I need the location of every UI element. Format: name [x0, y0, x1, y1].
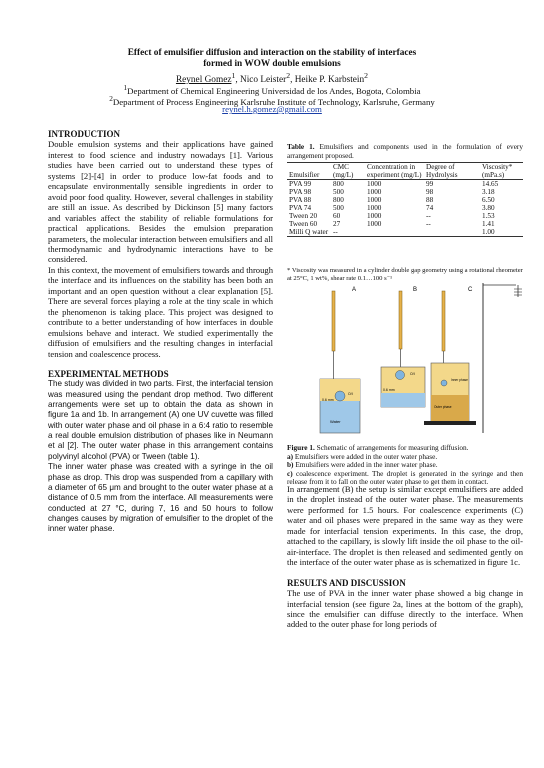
table-cell: 1000: [367, 204, 382, 212]
affil-text: Department of Chemical Engineering Universidad de los Andes, Bogota, Colombia: [127, 85, 421, 96]
base-plate: [424, 421, 476, 425]
table-header: Degree of Hydrolysis: [424, 163, 480, 180]
phase-label: Water: [330, 419, 341, 424]
table-cell: 1000: [367, 196, 382, 204]
author-name: Reynel Gomez: [175, 75, 232, 86]
syringe-b: [399, 291, 402, 349]
figure-item-label: c): [287, 468, 293, 478]
table-cell: PVA 74: [289, 204, 312, 212]
affil-text: Department of Process Engineering Karlsruhe Institute of Technology, Karlsruhe, Germany: [112, 96, 435, 107]
author-name: , Nico Leister: [235, 75, 287, 86]
table-cell: 1.53: [482, 212, 495, 220]
figure-caption-text: Schematic of arrangements for measuring diffusion.: [316, 443, 469, 452]
table-row: [287, 188, 523, 196]
figure-1-schematic: [318, 283, 528, 440]
table-cell: PVA 88: [289, 196, 312, 204]
table-cell: Tween 60: [289, 220, 318, 228]
table-header: Emulsifier: [287, 163, 331, 180]
table-header: Viscosity* (mPa.s): [480, 163, 523, 180]
figure-item-text: Emulsifiers were added in the inner water phase.: [295, 460, 438, 470]
affil-sup: 1: [123, 83, 128, 92]
author-affil-sup: 2: [364, 71, 369, 80]
table-cell: 3.80: [482, 204, 495, 212]
table-cell: 14.65: [482, 180, 499, 188]
author-name: , Heike P. Karbstein: [290, 75, 365, 86]
paper-title: [60, 48, 484, 70]
intro-paragraph-1: Double emulsion systems and their applications have gained interest to food science and industry nowadays [1]. Various studies have been carried out to understand these types of systems [2]-[4] in order to produce low-fat foods and to encapsulate environmentally sensible ingredients in order to avoid poor food quality. However, several challenges in stability are still an issue. As described by Dickinson [5] many factors and variables affect the stability of reliable formulations for practical applications. Besides the emulsion preparation parameters, the molecular interaction between emulsifiers and all thermodynamic and hydrodynamic interactions have to be considered.: [48, 139, 273, 265]
drop-c: [441, 380, 447, 386]
results-paragraph-1: The use of PVA in the inner water phase showed a big change in interfacial tension (see figure 2a, lines at the bottom of the graph), since the emulsifier can diffuse directly to the interface. When added to the outer phase for long periods of: [287, 588, 523, 630]
table-cell: 800: [333, 180, 344, 188]
table-row: [287, 220, 523, 228]
title-line-2: formed in WOW double emulsions: [203, 59, 341, 69]
table-row: [287, 196, 523, 204]
table-caption-label: Table 1.: [287, 142, 315, 151]
table-cell: 1000: [367, 220, 382, 228]
table-cell: 3.18: [482, 188, 495, 196]
figure-item-text: Emulsifiers were added in the outer water phase.: [294, 451, 438, 461]
table-cell: --: [426, 220, 431, 228]
figure-caption-label: Figure 1.: [287, 443, 315, 452]
phase-label: Inner phase: [451, 378, 468, 382]
table-cell: 98: [426, 188, 434, 196]
email-link[interactable]: reynel.h.gomez@gmail.com: [222, 104, 322, 114]
table-header-row: [287, 163, 523, 180]
syringe-a: [332, 291, 335, 351]
table-header: CMC (mg/L): [331, 163, 365, 180]
table-cell: 1000: [367, 212, 382, 220]
clamp: [514, 285, 522, 297]
intro-paragraph-2: In this context, the movement of emulsifiers towards and through the interface and its influences on the stability has been both an important and an open question without a clear explanation [5]. There are several forces playing a role at the tiny scale in which the phenomenon is taking place. This project was designed to contribute to a better understanding of how interfaces in double emulsions behave and interact. We studied experimentally the diffusion of emulsifiers and the resulting changes in interfacial tension and coalescence process.: [48, 264, 273, 359]
figure-item-label: a): [287, 451, 294, 461]
affil-sup: 2: [109, 94, 113, 103]
table-footnote: * Viscosity was measured in a cylinder double gap geometry using a rotational rheometer at 25°C, 1 wt%, shear rate 0.1…100 s⁻¹: [287, 267, 523, 282]
table-cell: 500: [333, 204, 344, 212]
table-cell: 500: [333, 188, 344, 196]
table-cell: --: [426, 212, 431, 220]
arrangement-b-paragraph: In arrangement (B) the setup is similar except emulsifiers are added in the droplet instead of the outer water phase. The measurements were performed for 1.5 hours. For coalescence experiments (C) water and oil phases were prepared in the same way as they were made for interfacial tension experiments. In this case, the drop, attached to the capillary, is slowly lift inside the oil phase to the oil-air-interface. The droplet is then released and sedimented gently on the interface of the outer water phase as is schematized in figure 1c.: [287, 484, 523, 568]
table-cell: 800: [333, 196, 344, 204]
table-caption-text: Emulsifiers and components used in the formulation of every arrangement proposed.: [287, 142, 524, 160]
table-header: Concentration in experiment (mg/L): [365, 163, 424, 180]
table-cell: 6.50: [482, 196, 495, 204]
section-heading-methods: EXPERIMENTAL METHODS: [48, 368, 169, 379]
author-affil-sup: 1: [231, 71, 236, 80]
table-cell: --: [331, 228, 480, 237]
table-cell: 1000: [367, 188, 382, 196]
figure-label-c: C: [468, 287, 473, 293]
title-line-1: Effect of emulsifier diffusion and interaction on the stability of interfaces: [127, 48, 417, 58]
table-cell: 27: [333, 220, 341, 228]
table-cell: 99: [426, 180, 434, 188]
table-cell: PVA 98: [289, 188, 312, 196]
phase-label: O/I: [348, 392, 353, 396]
table-cell: 1.00: [480, 228, 523, 237]
right-column: [287, 484, 523, 630]
drop-b: [396, 371, 405, 380]
table-cell: 88: [426, 196, 434, 204]
figure-item-text: coalescence experiment. The droplet is generated in the syringe and then release from it to fall on the outer water phase to get them in contact.: [287, 468, 523, 487]
phase-label: 0.6 mm: [322, 398, 334, 402]
figure-label-a: A: [352, 287, 357, 293]
emulsifier-table: [287, 162, 523, 237]
drop-a: [335, 391, 345, 401]
table-row: [287, 228, 523, 237]
table-cell: 1000: [367, 180, 382, 188]
left-column: [48, 129, 273, 535]
table-cell: Milli Q water: [287, 228, 331, 237]
figure-label-b: B: [413, 287, 418, 293]
figure-caption: [287, 444, 523, 487]
section-heading-introduction: INTRODUCTION: [48, 129, 121, 139]
section-heading-results: RESULTS AND DISCUSSION: [287, 577, 406, 588]
table-row: [287, 204, 523, 212]
phase-label: O/I: [410, 372, 415, 376]
table-row: [287, 180, 523, 189]
table-cell: Tween 20: [289, 212, 318, 220]
table-cell: 60: [333, 212, 341, 220]
methods-paragraph-2: The inner water phase was created with a syringe in the oil phase as drop. This drop was suspended from a capillary with a diameter of 65 μm and brought to the outer water phase at a distance of 0.5 mm from the interface. All measurements were conducted at 27 °C, during 7, 16 and 50 hours to follow changes causes by migration of emulsifier to the droplet of the inner water phase.: [48, 462, 273, 534]
water-layer-b: [381, 393, 425, 407]
methods-paragraph-1: The study was divided in two parts. First, the interfacial tension was measured using the pendant drop method. Two different arrangements were set up to obtain the data as shown in figure 1a and 1b. In arrangement (A) one UV cuvette was filled with outer water phase and oil phase in a 6:4 ratio to resemble a real double emulsion distribution of phases like in Neumann et al [2]. The outer water phase in this arrangement contains polyvinyl alcohol (PVA) or Tween (table 1).: [48, 379, 273, 461]
table-cell: PVA 99: [289, 180, 312, 188]
figure-item-label: b): [287, 460, 294, 470]
table-row: [287, 212, 523, 220]
table-cell: 1.41: [482, 220, 495, 228]
phase-label: Outer phase: [434, 405, 452, 409]
table-cell: 74: [426, 204, 434, 212]
author-affil-sup: 2: [286, 71, 291, 80]
table-caption: [287, 143, 523, 160]
phase-label: 0.6 mm: [383, 388, 395, 392]
syringe-c: [442, 291, 445, 351]
